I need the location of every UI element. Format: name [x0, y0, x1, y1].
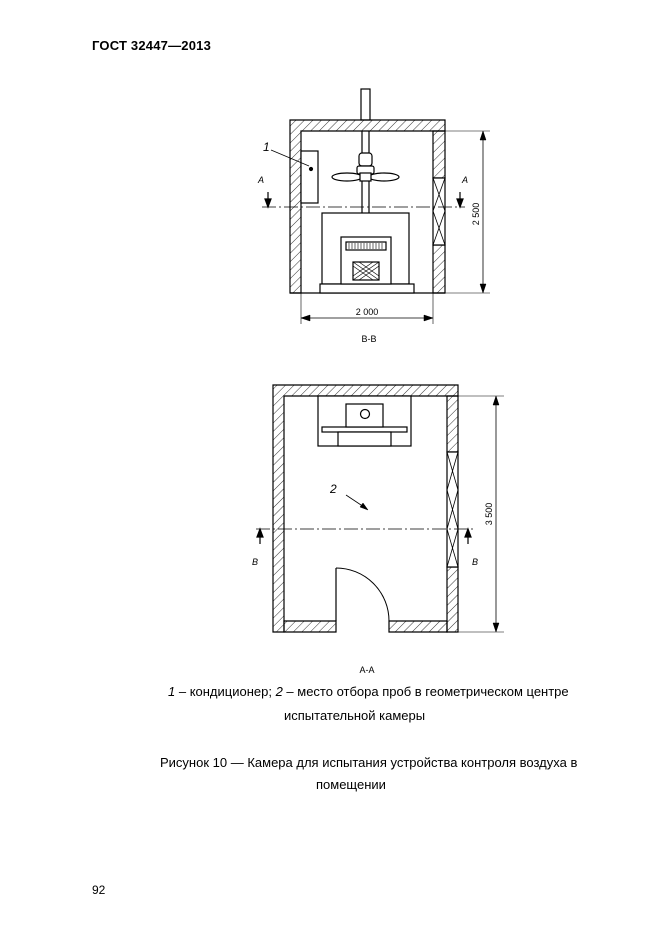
page-number: 92	[92, 883, 106, 897]
wall-right-lower-plan	[447, 567, 458, 632]
legend-number-1: 1	[168, 684, 176, 699]
legend-text-1: – кондиционер;	[175, 684, 276, 699]
figure-caption-line-2: помещении	[316, 777, 386, 792]
device-plan	[338, 432, 391, 446]
air-conditioner	[301, 151, 318, 203]
stand-base	[320, 284, 414, 293]
window-right	[433, 178, 445, 245]
section-view-bb	[262, 89, 490, 324]
section-marker-b-right: B	[472, 557, 479, 567]
legend-number-2: 2	[275, 684, 283, 699]
wall-right-upper	[433, 131, 445, 178]
fan-blade-right	[369, 173, 399, 181]
dimension-depth: 3 500	[484, 502, 494, 526]
document-header: ГОСТ 32447—2013	[92, 38, 211, 53]
wall-right-lower	[433, 245, 445, 293]
dimension-width: 2 000	[355, 307, 379, 317]
wall-right-upper-plan	[447, 396, 458, 452]
section-marker-a-right: A	[462, 175, 469, 185]
legend-line-2: испытательной камеры	[284, 708, 426, 723]
figure-caption-line-1: Рисунок 10 — Камера для испытания устройства контроля воздуха в	[160, 755, 578, 770]
label-1-air-conditioner: 1	[263, 140, 270, 154]
door-swing-arc	[336, 568, 389, 621]
view-title-aa: A-A	[359, 665, 375, 675]
fan-motor	[359, 153, 372, 166]
legend-text-2: – место отбора проб в геометрическом центре	[282, 684, 569, 699]
plan-view-aa	[256, 385, 504, 632]
section-marker-a-left: A	[258, 175, 265, 185]
duct-pipe	[361, 89, 370, 120]
wall-bottom-right-plan	[389, 621, 447, 632]
section-marker-b-left: B	[252, 557, 259, 567]
view-title-bb: B-B	[361, 334, 377, 344]
dimension-height: 2 500	[471, 202, 481, 226]
legend-line-1	[168, 684, 569, 699]
fan-blade-left	[332, 173, 362, 181]
label-2-sampling-point: 2	[330, 482, 337, 496]
wall-bottom-left-plan	[284, 621, 336, 632]
